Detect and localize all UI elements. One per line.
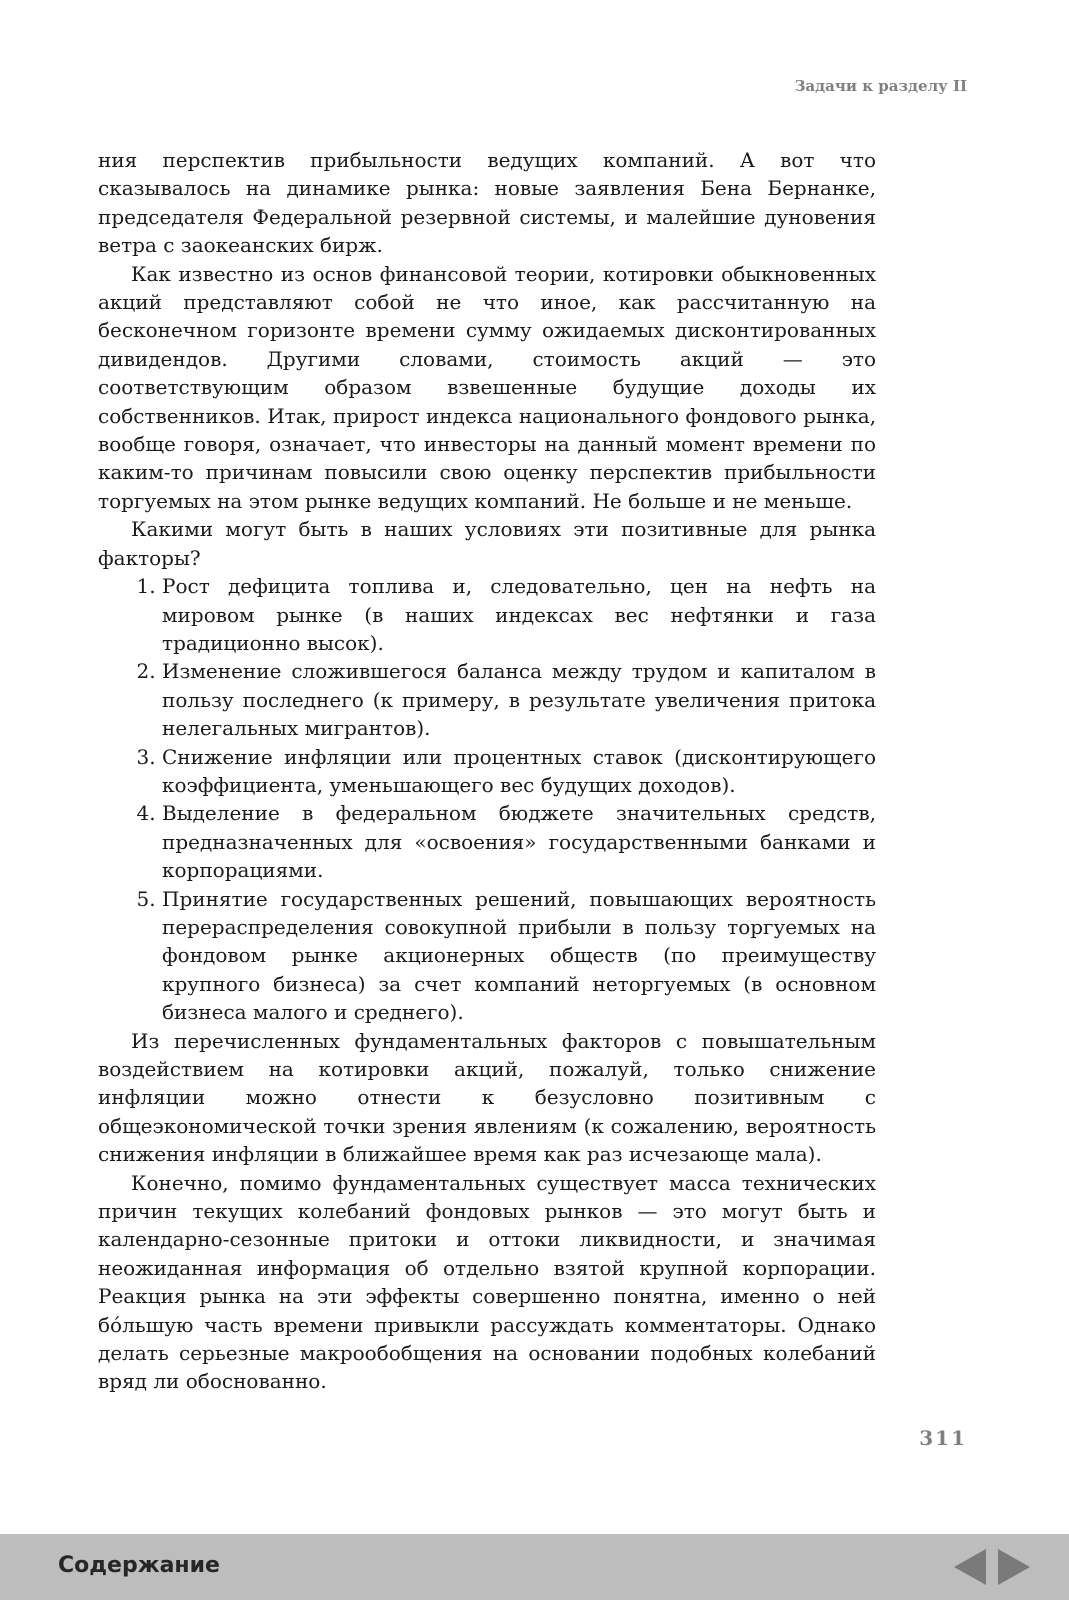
next-page-button[interactable]	[996, 1547, 1032, 1587]
paragraph: Из перечисленных фундаментальных факторов с повышательным воздействием на котировки акций, пожалуй, только снижение инфляции можно отнести к безусловно позитивным с общеэкономической точки зрения явлениям (к сожалению, вероятность снижения инфляции в ближайшее время как раз исчезающе мала).	[98, 1028, 876, 1167]
list-item: 5. Принятие государственных решений, повышающих вероятность перераспределения совокупной прибыли в пользу торгуемых на фондовом рынке акционерных обществ (по преимуществу крупного бизнеса) за счет компаний неторгуемых (в основном бизнеса малого и среднего).	[162, 885, 876, 1027]
paragraph: Как известно из основ финансовой теории, котировки обыкновенных акций представляют собой не что иное, как рассчитанную на бесконечном горизонте времени сумму ожидаемых дисконтированных дивидендов. Другими словами, стоимость акций — это соответствующим образом взвешенные будущие доходы их собственников. Итак, прирост индекса национального фондового рынка, вообще говоря, означает, что инвесторы на данный момент времени по каким-то причинам повысили свою оценку перспектив прибыльности торгуемых на этом рынке ведущих компаний. Не больше и не меньше.	[98, 261, 876, 513]
previous-page-button[interactable]	[952, 1547, 988, 1587]
list-item: 3. Снижение инфляции или процентных ставок (дисконтирующего коэффициента, уменьшающего вес будущих доходов).	[162, 743, 876, 800]
list-item: 4. Выделение в федеральном бюджете значительных средств, предназначенных для «освоения» государственными банками и корпорациями.	[162, 799, 876, 884]
factors-list	[98, 572, 876, 1027]
paragraph: ния перспектив прибыльности ведущих компаний. А вот что сказывалось на динамике рынка: новые заявления Бена Бернанке, председателя Федеральной резервной системы, и малейшие дуновения ветра с заокеанских бирж.	[98, 148, 876, 258]
list-item: 1. Рост дефицита топлива и, следовательно, цен на нефть на мировом рынке (в наших индексах вес нефтянки и газа традиционно высок).	[162, 572, 876, 657]
paragraph: Какими могут быть в наших условиях эти позитивные для рынка факторы?	[98, 517, 876, 570]
running-title: Задачи к разделу II	[794, 77, 967, 95]
page-number: 311	[919, 1426, 967, 1450]
triangle-right-icon	[996, 1547, 1032, 1587]
navigation-bar	[0, 1534, 1069, 1600]
contents-link[interactable]: Содержание	[58, 1553, 220, 1578]
list-item: 2. Изменение сложившегося баланса между трудом и капиталом в пользу последнего (к примеру, в результате увеличения притока нелегальных мигрантов).	[162, 657, 876, 742]
paragraph: Конечно, помимо фундаментальных существует масса технических причин текущих колебаний фондовых рынков — это могут быть и календарно-сезонные притоки и оттоки ликвидности, и значимая неожиданная информация об отдельно взятой крупной корпорации. Реакция рынка на эти эффекты совершенно понятна, именно о ней бóльшую часть времени привыкли рассуждать комментаторы. Однако делать серьезные макрообобщения на основании подобных колебаний вряд ли обоснованно.	[98, 1170, 876, 1394]
body-text	[98, 146, 876, 1396]
triangle-left-icon	[952, 1547, 988, 1587]
